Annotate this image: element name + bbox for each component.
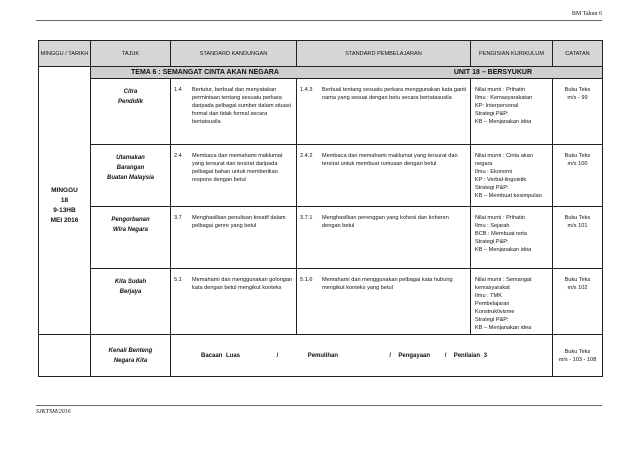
tajuk-line: Utamakan (116, 155, 145, 161)
tajuk-line: Pengorbanan (111, 217, 150, 223)
tajuk-cell (91, 145, 171, 207)
catatan-line: m/s 101 (567, 223, 588, 229)
table-row (39, 79, 603, 145)
pk-line: KB – Menjanakan idea (475, 325, 532, 331)
sk-cell (171, 207, 297, 269)
pk-line: Pembelajaran Konstruktivisme (475, 301, 515, 315)
tajuk-cell (91, 269, 171, 335)
header-rule (36, 20, 602, 21)
pk-line: KB – Menjanakan idea (475, 247, 532, 253)
unit-title: UNIT 18 – BERSYUKUR (453, 69, 532, 76)
catatan-cell (553, 79, 603, 145)
week-cell (39, 79, 91, 335)
pk-cell (471, 269, 553, 335)
catatan-line: m/s 102 (567, 285, 588, 291)
bottom-activities: Bacaan Luas / Pemulihan / Pengayaan / Penilaian 3 (171, 335, 553, 377)
week-date-range: 9-13HB (53, 207, 76, 215)
table-row (39, 269, 603, 335)
theme-cell (91, 67, 603, 79)
tajuk-line: Wira Negara (113, 227, 148, 233)
sp-text: Berbual tentang sesuatu perkara menggunakan kata ganti nama yang sesuai dengan betu secara bertatasusila (322, 87, 466, 101)
pk-cell (471, 207, 553, 269)
pk-line: Strategi P&P: (475, 111, 509, 117)
tajuk-cell (91, 207, 171, 269)
sp-code: 2.4.2 (300, 153, 313, 159)
sk-text: Membaca dan memahami maklumat yang tersurat dan tersirat daripada pelbagai bahan untuk memberikan respons dengan betul (192, 153, 283, 183)
table-row (39, 145, 603, 207)
sp-cell (297, 207, 471, 269)
catatan-line: m/s - 103 - 108 (558, 356, 597, 363)
col-header-standard-kandungan: STANDARD KANDUNGAN (171, 41, 297, 67)
pk-line: kemasyarakat (475, 285, 510, 291)
pk-line: BCB : Membuat nota (475, 231, 527, 237)
catatan-cell (553, 145, 603, 207)
tajuk-line: Pendidik (117, 99, 143, 105)
table-row-bottom (39, 335, 603, 377)
bottom-date-cell (39, 335, 91, 377)
catatan-line: m/s - 99 (567, 95, 588, 101)
page-footer: SJKTSM/2016 (36, 409, 71, 415)
sk-code: 1.4 (174, 87, 182, 93)
tajuk-line: Citra (123, 89, 138, 95)
week-month: MEI 2016 (50, 217, 79, 225)
tajuk-line: Negara Kita (113, 357, 148, 364)
tajuk-line: Barangan (116, 165, 145, 171)
sp-text: Menghasilkan perenggan yang kohesi dan koheren dengan betul (322, 215, 449, 229)
pk-line: Nilai murni : Prihatin (475, 215, 526, 221)
sk-cell (171, 269, 297, 335)
theme-title: TEMA 6 : SEMANGAT CINTA AKAN NEGARA (131, 69, 279, 76)
sk-cell (171, 145, 297, 207)
tajuk-line: Kita Sudah (114, 279, 147, 285)
sk-text: Memahami dan menggunakan golongan kata dengan betul mengikut konteks (192, 277, 293, 291)
theme-spacer (39, 67, 91, 79)
col-header-catatan: CATATAN (553, 41, 603, 67)
table-row (39, 207, 603, 269)
sp-text: Memahami dan menggunakan pelbagai kata hubung mengikut konteks yang betul (322, 277, 453, 291)
week-number: 18 (60, 197, 69, 205)
tajuk-cell (91, 335, 171, 377)
catatan-cell (553, 207, 603, 269)
sk-text: Bertutur, berbual dan menyatakan permintaan tentang sesuatu perkara daripada pelbagai sumber dalam situasi formal dan tidak formal secara bertatsusila (192, 87, 291, 125)
sp-code: 3.7.1 (300, 215, 313, 221)
sp-code: 5.1.6 (300, 277, 313, 283)
pk-line: Strategi P&P: (475, 239, 509, 245)
col-header-standard-pembelajaran: STANDARD PEMBELAJARAN (297, 41, 471, 67)
col-header-minggu: MINGGU / TARIKH (39, 41, 91, 67)
pk-line: Ilmu : Ekonomi (475, 169, 512, 175)
sk-cell (171, 79, 297, 145)
catatan-line: Buku Teks (564, 215, 591, 221)
sk-code: 2.4 (174, 153, 182, 159)
pk-line: Ilmu : TMK (475, 293, 502, 299)
pk-line: KP : Verbal-linguistik (475, 177, 527, 183)
sp-code: 1.4.3 (300, 87, 313, 93)
lesson-plan-table (38, 40, 603, 377)
header-row (39, 41, 603, 67)
pk-line: Nilai murni : Prihatin (475, 87, 526, 93)
col-header-pengisian-kurikulum: PENGISIAN KURIKULUM (471, 41, 553, 67)
pk-line: Strategi P&P: (475, 185, 509, 191)
tajuk-line: Kenali Benteng (108, 347, 153, 354)
col-header-tajuk: TAJUK (91, 41, 171, 67)
footer-rule (36, 405, 602, 406)
pk-cell (471, 79, 553, 145)
pk-line: Strategi P&P: (475, 317, 509, 323)
pk-line: KP: Interpersonal (475, 103, 519, 109)
week-label: MINGGU (51, 187, 78, 195)
catatan-line: Buku Teks (564, 87, 591, 93)
sk-text: Menghasilkan penulisan kreatif dalam pelbagai genre yang betul (192, 215, 286, 229)
sp-cell (297, 269, 471, 335)
sp-cell (297, 79, 471, 145)
pk-line: KB – Membuat kesimpulan (475, 193, 542, 199)
catatan-line: Buku Teks (564, 348, 591, 355)
page-header: BM Tahun 6 (571, 11, 602, 17)
pk-line: Ilmu : Kemasyarakatan (475, 95, 533, 101)
catatan-line: Buku Teks (564, 277, 591, 283)
sk-code: 3.7 (174, 215, 182, 221)
tajuk-cell (91, 79, 171, 145)
catatan-line: Buku Teks (564, 153, 591, 159)
catatan-cell (553, 335, 603, 377)
sp-cell (297, 145, 471, 207)
sp-text: Membaca dan memahami maklumat yang tersurat dan tersirat untuk membuat rumusan dengan betul (322, 153, 458, 167)
pk-line: Nilai murni : Semangat (475, 277, 532, 283)
pk-cell (471, 145, 553, 207)
sk-code: 5.1 (174, 277, 182, 283)
pk-line: KB – Menjanakan idea (475, 119, 532, 125)
catatan-cell (553, 269, 603, 335)
tajuk-line: Buatan Malaysia (106, 175, 155, 181)
theme-row (39, 67, 603, 79)
pk-line: Nilai murni : Cinta akan negara (475, 153, 533, 167)
pk-line: Ilmu : Sejarah (475, 223, 510, 229)
catatan-line: m/s 100 (567, 161, 588, 167)
tajuk-line: Berjaya (119, 289, 142, 295)
